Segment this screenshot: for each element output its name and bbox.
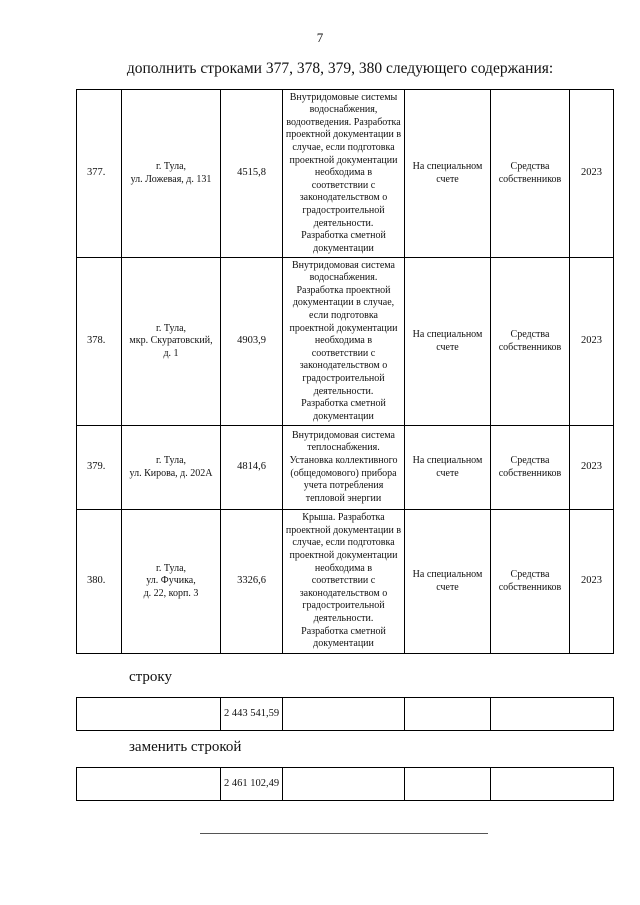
row-number: 378. [77,258,122,426]
work-description-cell [283,258,405,426]
work-description-cell-line: проектной документации в [285,129,402,141]
account-cell-line: На специальном [412,328,483,340]
work-description-cell-line: водоснабжения. [309,272,378,284]
funding-source-cell-line: собственников [498,173,562,185]
work-description-cell-line: Внутридомовая система [292,259,395,271]
funding-source-cell [491,426,570,510]
empty-cell [491,698,614,731]
work-description-cell-line: деятельности. [313,217,374,229]
funding-source-cell-line: Средства [510,328,550,340]
work-description-cell-line: Разработка сметной [301,230,386,242]
old-total-row [77,698,614,731]
account-cell [405,90,491,258]
old-total-table [76,697,614,731]
work-description-cell [283,426,405,510]
year-cell: 2023 [570,510,614,654]
funding-source-cell-line: собственников [498,341,562,353]
empty-cell [283,768,405,801]
address-cell-line: д. 22, корп. 3 [143,587,199,599]
address-cell-line: г. Тула, [155,562,187,574]
row-number: 380. [77,510,122,654]
funding-source-cell-line: собственников [498,467,562,479]
year-cell: 2023 [570,90,614,258]
work-description-cell-line: документации [313,638,374,650]
address-cell [122,90,221,258]
empty-cell [491,768,614,801]
row-number: 377. [77,90,122,258]
work-description-cell-line: проектной документации [289,154,398,166]
area-cell: 4814,6 [221,426,283,510]
empty-cell [77,698,221,731]
account-cell [405,426,491,510]
label-row: строку [129,669,172,685]
work-description-cell-line: теплоснабжения. [307,442,380,454]
work-description-cell-line: соответствии с [311,179,376,191]
funding-source-cell [491,90,570,258]
account-cell-line: счете [436,341,459,353]
work-description-cell [283,90,405,258]
work-description-cell-line: Крыша. Разработка [302,512,385,524]
address-cell [122,510,221,654]
work-description-cell-line: документации [313,242,374,254]
account-cell-line: счете [436,173,459,185]
work-description-cell-line: водоснабжения, [309,104,378,116]
empty-cell [405,698,491,731]
footer-divider [200,833,488,834]
year-cell: 2023 [570,258,614,426]
work-description-cell-line: законодательством о [299,360,388,372]
work-description-cell-line: Разработка проектной [296,284,391,296]
work-description-cell-line: Разработка сметной [301,625,386,637]
table-row [77,258,614,426]
new-total-row [77,768,614,801]
work-description-cell-line: градостроительной [302,204,385,216]
work-description-cell-line: необходима в [314,335,373,347]
work-description-cell-line: проектной документации [289,550,398,562]
table-row [77,510,614,654]
account-cell-line: На специальном [412,454,483,466]
account-cell-line: счете [436,467,459,479]
work-description-cell-line: Разработка сметной [301,398,386,410]
table-row [77,426,614,510]
address-cell-line: ул. Фучика, [146,575,196,587]
work-description-cell-line: деятельности. [313,612,374,624]
account-cell-line: счете [436,581,459,593]
funding-source-cell-line: Средства [510,568,550,580]
address-cell-line: г. Тула, [155,454,187,466]
work-description-cell-line: тепловой энергии [305,492,382,504]
work-description-cell-line: градостроительной [302,372,385,384]
work-description-cell-line: соответствии с [311,575,376,587]
work-description-cell-line: соответствии с [311,347,376,359]
work-description-cell-line: необходима в [314,167,373,179]
work-description-cell-line: документации в случае, [292,297,395,309]
work-description-cell-line: случае, если подготовка [292,537,395,549]
work-description-cell-line: законодательством о [299,192,388,204]
empty-cell [405,768,491,801]
funding-source-cell-line: Средства [510,454,550,466]
heading: дополнить строками 377, 378, 379, 380 следующего содержания: [126,60,554,77]
work-description-cell-line: водоотведения. Разработка [286,116,401,128]
address-cell-line: ул. Ложевая, д. 131 [130,173,212,185]
work-description-cell-line: градостроительной [302,600,385,612]
work-description-cell-line: Внутридомовые системы [289,91,398,103]
funding-source-cell-line: собственников [498,581,562,593]
empty-cell [283,698,405,731]
empty-cell [77,768,221,801]
old-total-value: 2 443 541,59 [221,698,283,731]
work-description-cell-line: законодательством о [299,587,388,599]
work-description-cell-line: проектной документации в [285,524,402,536]
address-cell-line: д. 1 [163,347,179,359]
address-cell [122,258,221,426]
funding-source-cell [491,258,570,426]
area-cell: 3326,6 [221,510,283,654]
account-cell-line: На специальном [412,568,483,580]
address-cell-line: г. Тула, [155,322,187,334]
addition-table [76,89,614,654]
work-description-cell-line: Внутридомовая система [292,429,395,441]
table-row [77,90,614,258]
account-cell-line: На специальном [412,160,483,172]
year-cell: 2023 [570,426,614,510]
work-description-cell-line: Установка коллективного [289,454,398,466]
page-number: 7 [316,30,324,45]
account-cell [405,510,491,654]
work-description-cell-line: необходима в [314,562,373,574]
account-cell [405,258,491,426]
funding-source-cell [491,510,570,654]
work-description-cell [283,510,405,654]
work-description-cell-line: учета потребления [303,480,384,492]
funding-source-cell-line: Средства [510,160,550,172]
address-cell [122,426,221,510]
work-description-cell-line: проектной документации [289,322,398,334]
area-cell: 4515,8 [221,90,283,258]
row-number: 379. [77,426,122,510]
work-description-cell-line: случае, если подготовка [292,142,395,154]
work-description-cell-line: деятельности. [313,385,374,397]
area-cell: 4903,9 [221,258,283,426]
address-cell-line: г. Тула, [155,160,187,172]
work-description-cell-line: документации [313,410,374,422]
new-total-value: 2 461 102,49 [221,768,283,801]
address-cell-line: ул. Кирова, д. 202А [129,467,213,479]
work-description-cell-line: если подготовка [309,310,378,322]
work-description-cell-line: (общедомового) прибора [290,467,397,479]
address-cell-line: мкр. Скуратовский, [129,335,213,347]
new-total-table [76,767,614,801]
label-replace: заменить строкой [129,739,242,755]
